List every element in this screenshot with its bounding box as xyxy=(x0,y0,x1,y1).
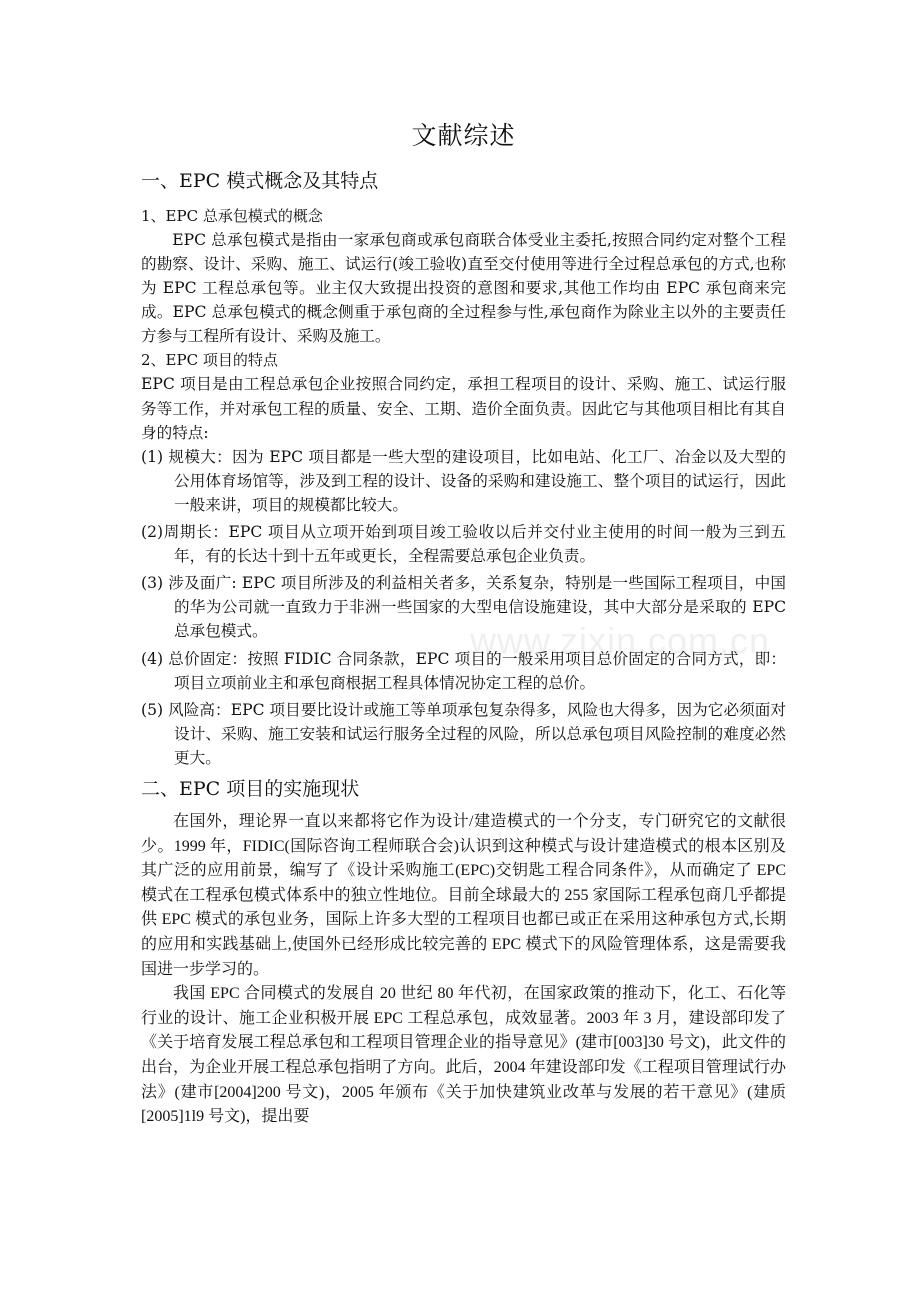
subsection-2-heading: 2、EPC 项目的特点 xyxy=(141,351,278,370)
section-2-paragraph-2: 我国 EPC 合同模式的发展自 20 世纪 80 年代初，在国家政策的推动下，化工、石化等行业的设计、施工企业积极开展 EPC 工程总承包，成效显著。2003 年 3 月，建设部印发了《关于培育发展工程总承包和工程项目管理企业的指导意见》(建市[003]30 号文)，此文件的出台，为企业开展工程总承包指明了方向。此后，2004 年建设部印发《工程项目管理试行办法》(建市[2004]200 号文)，2005 年颁布《关于加快建筑业改革与发展的若干意见》(建质[2005]1l9 号文)，提出要 xyxy=(141,985,786,1126)
document-title: 文献综述 xyxy=(411,121,516,150)
watermark-text: www.zixin.com.cn xyxy=(470,620,771,661)
section-2-heading: 二、EPC 项目的实施现状 xyxy=(141,777,360,800)
feature-item-scope: (3) 涉及面广: EPC 项目所涉及的利益相关者多，关系复杂，特别是一些国际工程项目，中国的华为公司就一直致力于非洲一些国家的大型电信设施建设，其中大部分是采取的 EPC 总承包模式。 xyxy=(141,574,786,641)
section-1-heading: 一、EPC 模式概念及其特点 xyxy=(141,170,379,192)
feature-item-duration: (2)周期长：EPC 项目从立项开始到项目竣工验收以后并交付业主使用的时间一般为三到五年，有的长达十到十五年或更长，全程需要总承包企业负责。 xyxy=(141,523,786,566)
feature-item-risk: (5) 风险高：EPC 项目要比设计或施工等单项承包复杂得多，风险也大得多，因为它必须面对设计、采购、施工安装和试运行服务全过程的风险，所以总承包项目风险控制的难度必然更大。 xyxy=(141,700,786,767)
section-2-paragraph-1: 在国外，理论界一直以来都将它作为设计/建造模式的一个分支，专门研究它的文献很少。1999 年，FIDIC(国际咨询工程师联合会)认识到这种模式与设计建造模式的根本区别及其广泛的应用前景，编写了《设计采购施工(EPC)交钥匙工程合同条件》，从而确定了 EPC 模式在工程承包模式体系中的独立性地位。目前全球最大的 255 家国际工程承包商几乎都提供 EPC 模式的承包业务，国际上许多大型的工程项目也都已或正在采用这种承包方式,长期的应用和实践基础上,使国外已经形成比较完善的 EPC 模式下的风险管理体系，这是需要我国进一步学习的。 xyxy=(141,812,786,978)
subsection-1-paragraph: EPC 总承包模式是指由一家承包商或承包商联合体受业主委托,按照合同约定对整个工程的勘察、设计、采购、施工、试运行(竣工验收)直至交付使用等进行全过程总承包的方式,也称为 EPC 工程总承包等。业主仅大致提出投资的意图和要求,其他工作均由 EPC 承包商来完成。EPC 总承包模式的概念侧重于承包商的全过程参与性,承包商作为除业主以外的主要责任方参与工程所有设计、采购及施工。 xyxy=(141,231,786,346)
subsection-2-intro: EPC 项目是由工程总承包企业按照合同约定，承担工程项目的设计、采购、施工、试运行服务等工作，并对承包工程的质量、安全、工期、造价全面负责。因此它与其他项目相比有其自身的特点: xyxy=(141,375,786,442)
feature-item-fixed-price: (4) 总价固定：按照 FIDIC 合同条款，EPC 项目的一般采用项目总价固定的合同方式，即：项目立项前业主和承包商根据工程具体情况协定工程的总价。 xyxy=(141,649,786,692)
subsection-1-heading: 1、EPC 总承包模式的概念 xyxy=(141,207,323,225)
feature-item-scale: (1) 规模大：因为 EPC 项目都是一些大型的建设项目，比如电站、化工厂、冶金以及大型的公用体育场馆等，涉及到工程的设计、设备的采购和建设施工、整个项目的试运行，因此一般来讲，项目的规模都比较大。 xyxy=(141,447,786,514)
